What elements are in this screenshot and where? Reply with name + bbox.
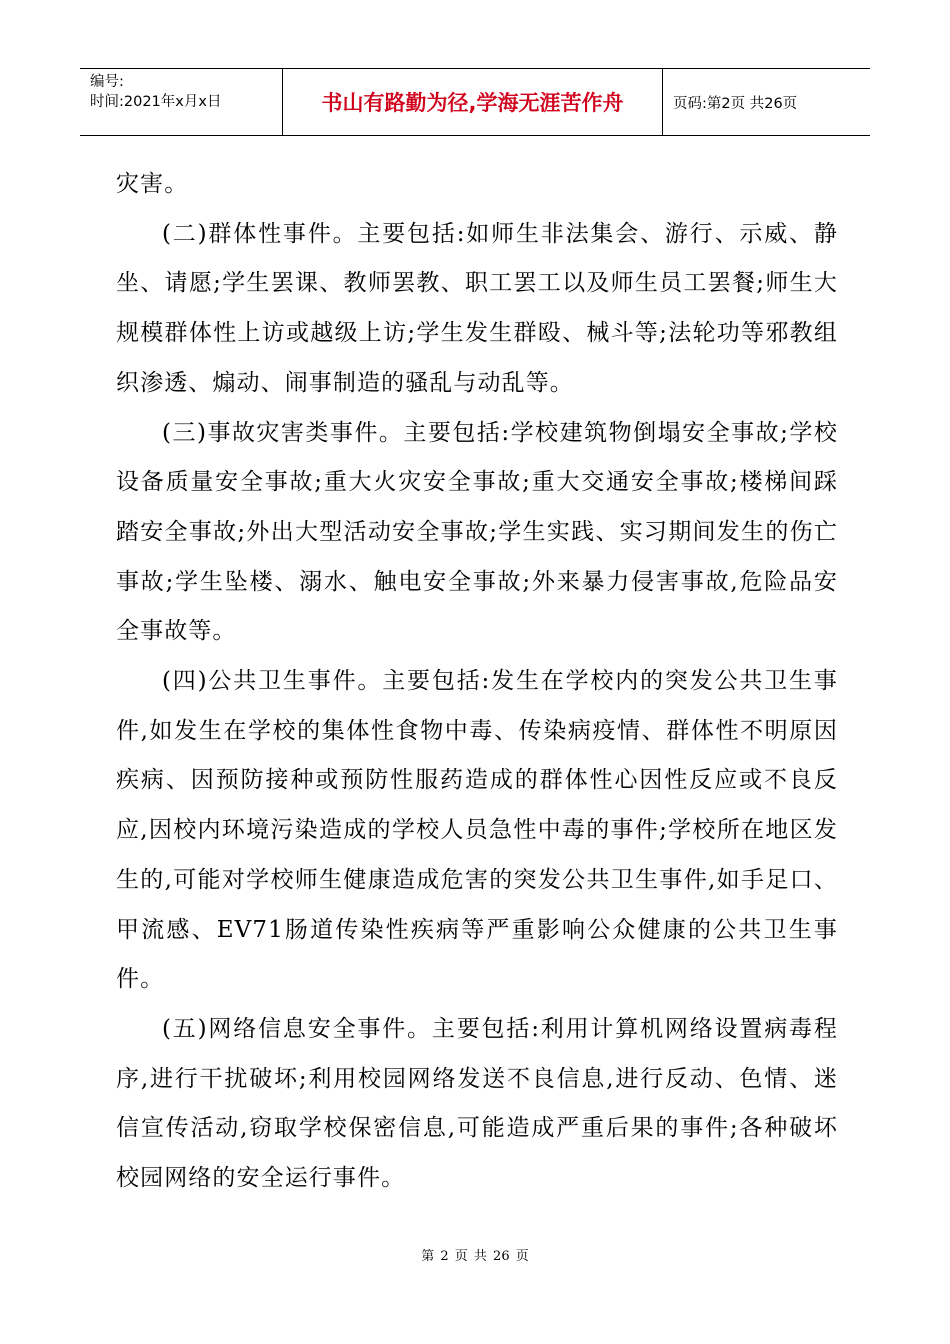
paragraph-public-health-events: (四)公共卫生事件。主要包括:发生在学校内的突发公共卫生事件,如发生在学校的集体性食物中毒、传染病疫情、群体性不明原因疾病、因预防接种或预防性服药造成的群体性心因性反应或不良反应,因校内环境污染造成的学校人员急性中毒的事件;学校所在地区发生的,可能对学校师生健康造成危害的突发公共卫生事件,如手足口、甲流感、EV71肠道传染性疾病等严重影响公众健康的公共卫生事件。 — [116, 668, 838, 993]
page-header — [80, 68, 870, 136]
header-motto: 书山有路勤为径,学海无涯苦作舟 — [283, 69, 663, 135]
paragraph-accident-events: (三)事故灾害类事件。主要包括:学校建筑物倒塌安全事故;学校设备质量安全事故;重大火灾安全事故;重大交通安全事故;楼梯间踩踏安全事故;外出大型活动安全事故;学生实践、实习期间发生的伤亡事故;学生坠楼、溺水、触电安全事故;外来暴力侵害事故,危险品安全事故等。 — [116, 419, 838, 645]
page-footer: 第 2 页 共 26 页 — [421, 1249, 529, 1264]
paragraph-group-events: (二)群体性事件。主要包括:如师生非法集会、游行、示威、静坐、请愿;学生罢课、教师罢教、职工罢工以及师生员工罢餐;师生大规模群体性上访或越级上访;学生发生群殴、械斗等;法轮功等邪教组织渗透、煽动、闹事制造的骚乱与动乱等。 — [116, 220, 838, 396]
paragraph-network-security-events: (五)网络信息安全事件。主要包括:利用计算机网络设置病毒程序,进行干扰破坏;利用校园网络发送不良信息,进行反动、色情、迷信宣传活动,窃取学校保密信息,可能造成严重后果的事件;各种破坏校园网络的安全运行事件。 — [116, 1015, 838, 1192]
header-meta — [80, 69, 283, 135]
document-body — [116, 160, 838, 1204]
paragraph-continuation: 灾害。 — [116, 171, 189, 197]
document-time-label: 时间:2021年x月x日 — [90, 94, 222, 110]
document-number-label: 编号: — [90, 74, 124, 90]
header-page-info: 页码:第2页 共26页 — [673, 95, 798, 112]
